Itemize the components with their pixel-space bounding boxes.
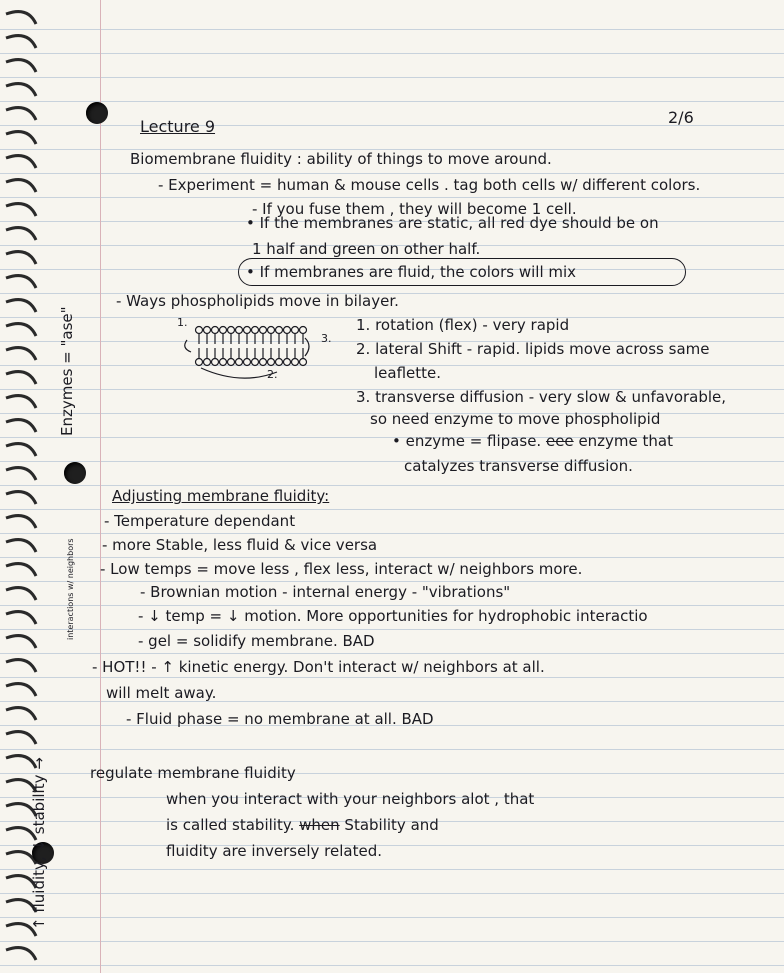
- note-line: so need enzyme to move phospholipid: [370, 410, 661, 428]
- note-line: regulate membrane fluidity: [90, 764, 296, 782]
- lecture-title: Lecture 9: [140, 117, 216, 136]
- diagram-label: 3.: [321, 332, 332, 345]
- note-line: [166, 816, 439, 834]
- note-text: enzyme that: [578, 432, 673, 450]
- note-line: - If you fuse them , they will become 1 cell.: [252, 200, 577, 218]
- punch-hole: [64, 462, 86, 484]
- note-line: - Experiment = human & mouse cells . tag both cells w/ different colors.: [158, 176, 701, 194]
- note-text: • enzyme = flipase.: [392, 432, 542, 450]
- note-line: 1 half and green on other half.: [252, 240, 481, 258]
- note-line: 2. lateral Shift - rapid. lipids move across same: [356, 340, 710, 358]
- punch-hole: [86, 102, 108, 124]
- note-line: - Low temps = move less , flex less, interact w/ neighbors more.: [100, 560, 583, 578]
- margin-note-vertical: ↑ fluidity, ↓ stability →: [30, 757, 48, 930]
- note-line: - more Stable, less fluid & vice versa: [102, 536, 378, 554]
- margin-note-enzymes: Enzymes = "ase": [58, 306, 76, 436]
- note-line: • If membranes are fluid, the colors will mix: [246, 263, 577, 281]
- note-line: catalyzes transverse diffusion.: [404, 457, 633, 475]
- page-date: 2/6: [668, 108, 694, 127]
- margin-note-vertical-small: interactions w/ neighbors: [66, 538, 75, 640]
- note-text: is called stability.: [166, 816, 295, 834]
- bilayer-diagram: [175, 318, 335, 380]
- note-line: - ↓ temp = ↓ motion. More opportunities for hydrophobic interactio: [138, 607, 648, 625]
- note-line: when you interact with your neighbors alot , that: [166, 790, 535, 808]
- section-heading: Adjusting membrane fluidity:: [112, 487, 330, 505]
- note-line: - gel = solidify membrane. BAD: [138, 632, 375, 650]
- note-text: Stability and: [344, 816, 439, 834]
- diagram-label: 2.: [267, 368, 278, 380]
- note-line: 3. transverse diffusion - very slow & unfavorable,: [356, 388, 727, 406]
- crossed-out-text: eee: [545, 432, 574, 450]
- note-line: Biomembrane fluidity : ability of things to move around.: [130, 150, 552, 168]
- note-line: - Brownian motion - internal energy - "vibrations": [140, 583, 511, 601]
- note-line: fluidity are inversely related.: [166, 842, 382, 860]
- note-line: - Ways phospholipids move in bilayer.: [116, 292, 399, 310]
- note-line: [392, 432, 673, 450]
- margin-line: [100, 0, 101, 973]
- note-line: - Fluid phase = no membrane at all. BAD: [126, 710, 434, 728]
- crossed-out-text: when: [299, 816, 340, 834]
- note-line: leaflette.: [374, 364, 442, 382]
- note-line: will melt away.: [106, 684, 217, 702]
- note-line: - HOT!! - ↑ kinetic energy. Don't interact w/ neighbors at all.: [92, 658, 545, 676]
- diagram-label: 1.: [177, 318, 188, 329]
- note-line: 1. rotation (flex) - very rapid: [356, 316, 570, 334]
- note-line: - Temperature dependant: [104, 512, 296, 530]
- note-line: • If the membranes are static, all red dye should be on: [246, 214, 659, 232]
